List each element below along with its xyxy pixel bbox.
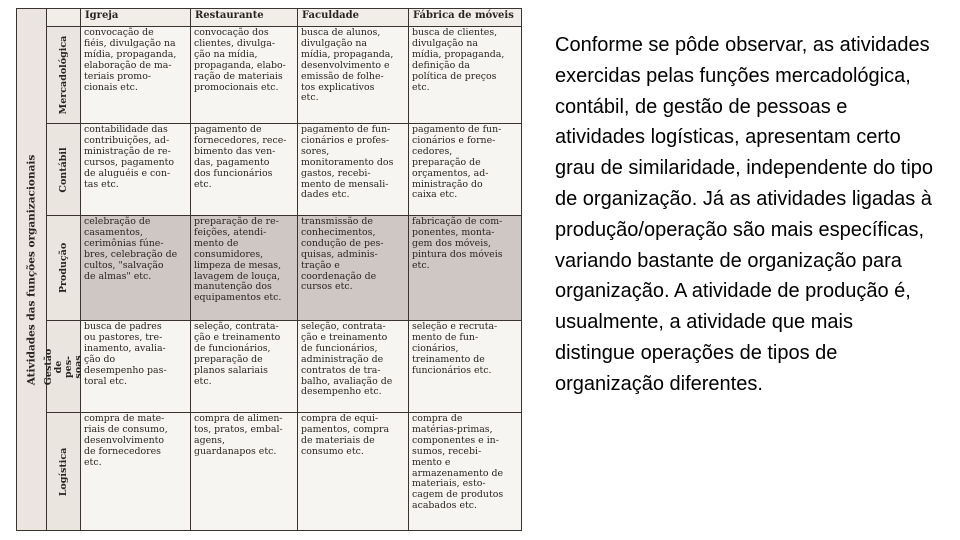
table-cell: transmissão de conhecimentos, condução de pes- quisas, adminis- tração e coordenação de cursos etc. bbox=[298, 216, 409, 321]
column-header-fabrica: Fábrica de móveis bbox=[409, 9, 522, 27]
column-header-igreja: Igreja bbox=[81, 9, 191, 27]
table-cell: compra de alimen- tos, pratos, embal- agens, guardanapos etc. bbox=[191, 413, 298, 531]
table-cell: pagamento de fornecedores, rece- bimento das ven- das, pagamento dos funcionários etc. bbox=[191, 124, 298, 216]
row-label: Produção bbox=[57, 242, 69, 294]
table-cell: busca de alunos, divulgação na mídia, propaganda, desenvolvimento e emissão de folhe- tos explicativos etc. bbox=[298, 27, 409, 124]
row-label: Contábil bbox=[57, 146, 69, 193]
side-title-cell bbox=[17, 9, 47, 531]
table-cell: compra de mate- riais de consumo, desenvolvimento de fornecedores etc. bbox=[81, 413, 191, 531]
row-header-logistica bbox=[47, 413, 81, 531]
table-cell: pagamento de fun- cionários e profes- sores, monitoramento dos gastos, recebi- mento de mensali- dades etc. bbox=[298, 124, 409, 216]
column-header-faculdade: Faculdade bbox=[298, 9, 409, 27]
table-row bbox=[17, 216, 522, 321]
table-cell: pagamento de fun- cionários e forne- cedores, preparação de orçamentos, ad- ministração do caixa etc. bbox=[409, 124, 522, 216]
table-row bbox=[17, 413, 522, 531]
explanatory-paragraph: Conforme se pôde observar, as atividades exercidas pelas funções mercadológica, contábil, de gestão de pessoas e atividades logísticas, apresentam certo grau de similaridade, independente do tipo de organização. Já as atividades ligadas à produção/operação são mais específicas, variando bastante de organização para organização. A atividade de produção é, usualmente, a atividade que mais distingue operações de tipos de organização diferentes. bbox=[555, 34, 934, 395]
table-cell: convocação de fiéis, divulgação na mídia, propaganda, elaboração de ma- teriais promo- cionais etc. bbox=[81, 27, 191, 124]
table-cell: seleção e recruta- mento de fun- cionários, treinamento de funcionários etc. bbox=[409, 321, 522, 413]
table-cell: fabricação de com- ponentes, monta- gem dos móveis, pintura dos móveis etc. bbox=[409, 216, 522, 321]
table-cell: contabilidade das contribuições, ad- ministração de re- cursos, pagamento de aluguéis e con- tas etc. bbox=[81, 124, 191, 216]
row-header-mercadologica bbox=[47, 27, 81, 124]
row-header-producao bbox=[47, 216, 81, 321]
table-cell: preparação de re- feições, atendi- mento de consumidores, limpeza de mesas, lavagem de louça, manutenção dos equipamentos etc. bbox=[191, 216, 298, 321]
row-label: Gestão de pes- soas bbox=[42, 348, 84, 385]
table-cell: celebração de casamentos, cerimônias fúne- bres, celebração de cultos, "salvação de almas" etc. bbox=[81, 216, 191, 321]
functions-table bbox=[16, 8, 522, 531]
table-row bbox=[17, 321, 522, 413]
row-header-contabil bbox=[47, 124, 81, 216]
table-row bbox=[17, 124, 522, 216]
table-cell: busca de padres ou pastores, tre- inamento, avalia- ção do desempenho pas- toral etc. bbox=[81, 321, 191, 413]
table-cell: convocação dos clientes, divulga- ção na mídia, propaganda, elabo- ração de materiais promocionais etc. bbox=[191, 27, 298, 124]
table-cell: compra de equi- pamentos, compra de materiais de consumo etc. bbox=[298, 413, 409, 531]
table-header-row bbox=[17, 9, 522, 27]
corner-cell bbox=[47, 9, 81, 27]
row-header-gestao-pessoas bbox=[42, 321, 84, 413]
column-header-restaurante: Restaurante bbox=[191, 9, 298, 27]
functions-table-figure bbox=[16, 8, 521, 530]
table-row bbox=[17, 27, 522, 124]
table-cell: busca de clientes, divulgação na mídia, propaganda, definição da política de preços etc. bbox=[409, 27, 522, 124]
row-label: Mercadológica bbox=[57, 35, 69, 115]
table-cell: seleção, contrata- ção e treinamento de funcionários, administração de contratos de tra- balho, avaliação de desempenho etc. bbox=[298, 321, 409, 413]
table-cell: compra de matérias-primas, componentes e in- sumos, recebi- mento e armazenamento de materiais, esto- cagem de produtos acabados etc. bbox=[409, 413, 522, 531]
table-cell: seleção, contrata- ção e treinamento de funcionários, preparação de planos salariais etc. bbox=[191, 321, 298, 413]
row-label: Logística bbox=[57, 447, 69, 496]
side-title: Atividades das funções organizacionais bbox=[25, 154, 38, 385]
